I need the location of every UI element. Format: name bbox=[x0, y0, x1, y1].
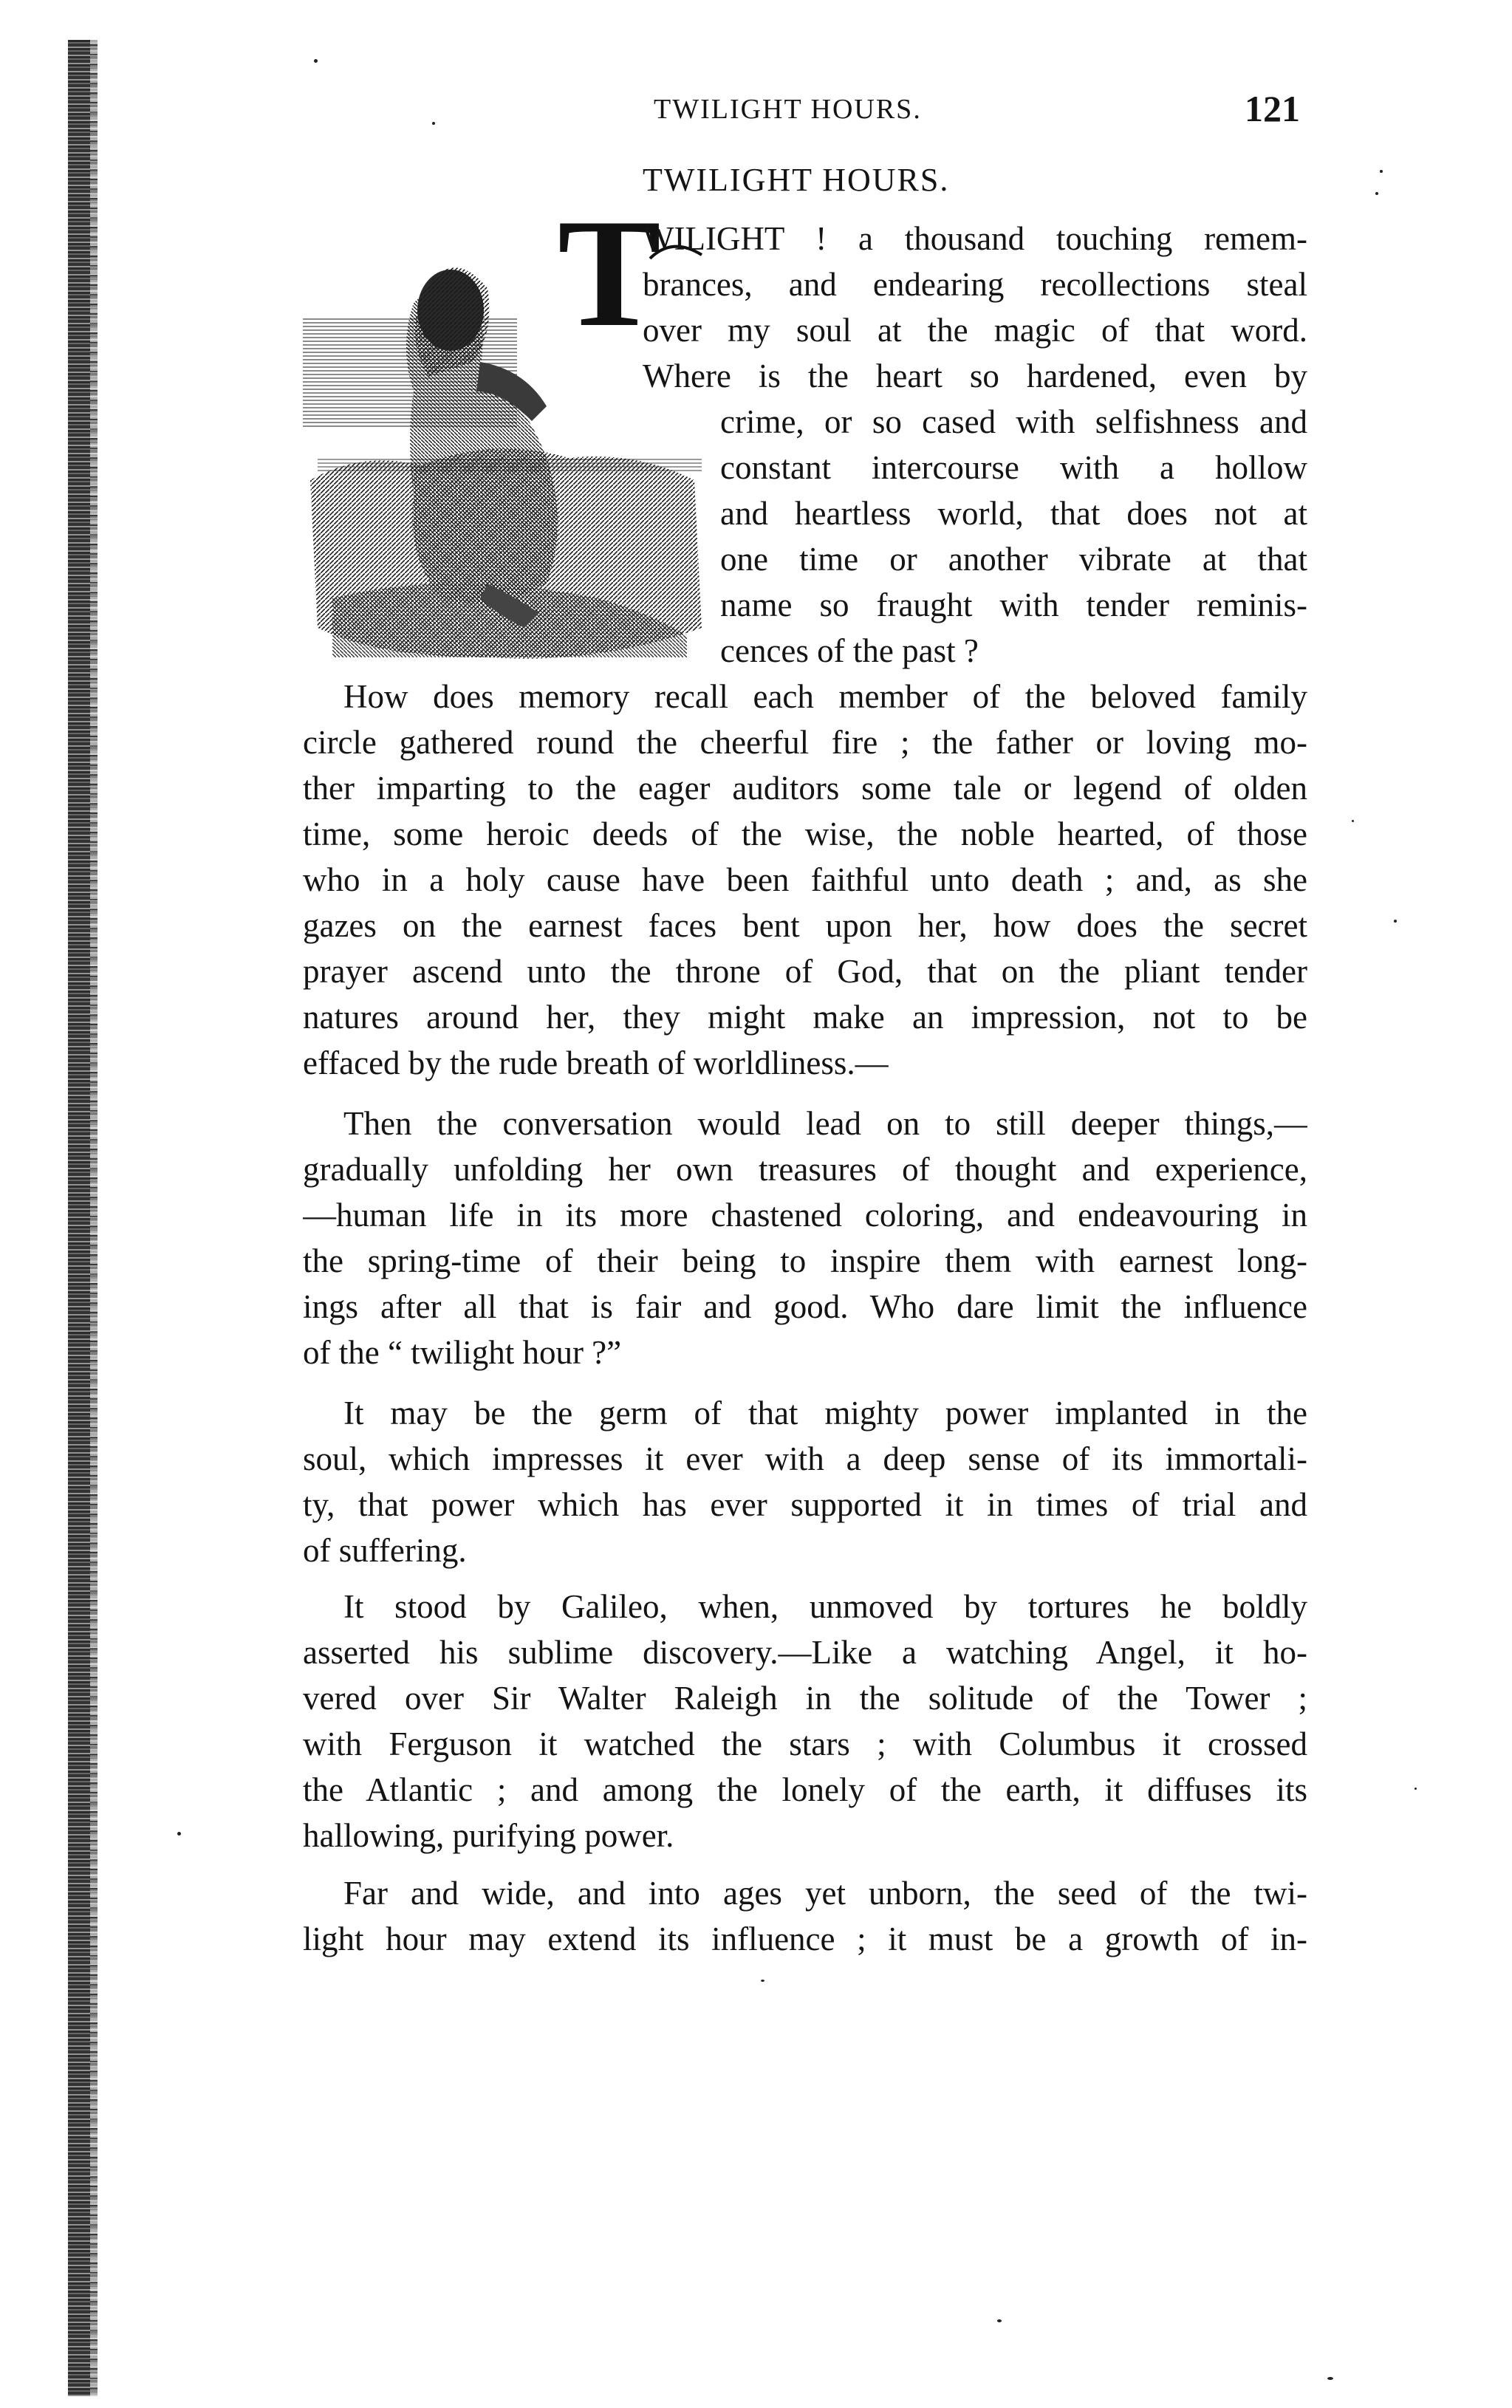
scan-speck bbox=[177, 1832, 181, 1836]
scan-speck bbox=[1394, 920, 1397, 923]
opening-text-upper bbox=[643, 216, 1307, 399]
text-line: who in a holy cause have been faithful unto death ; and, as she bbox=[303, 861, 1307, 898]
text-line: gradually unfolding her own treasures of thought and experience, bbox=[303, 1151, 1307, 1188]
scan-speck bbox=[1414, 1788, 1417, 1790]
scan-speck bbox=[1327, 2377, 1333, 2380]
text-line: hallowing, purifying power. bbox=[303, 1817, 674, 1854]
text-line: brances, and endearing recollections steal bbox=[643, 266, 1307, 303]
text-line: of suffering. bbox=[303, 1532, 467, 1569]
text-line: one time or another vibrate at that bbox=[720, 541, 1307, 578]
text-line: Then the conversation would lead on to still deeper things,— bbox=[343, 1105, 1307, 1142]
text-line: cences of the past ? bbox=[720, 632, 979, 669]
text-line: It may be the germ of that mighty power implanted in the bbox=[343, 1395, 1307, 1432]
text-line: name so fraught with tender reminis- bbox=[720, 586, 1307, 623]
text-line: of the “ twilight hour ?” bbox=[303, 1334, 622, 1371]
text-line: the Atlantic ; and among the lonely of the earth, it diffuses its bbox=[303, 1771, 1307, 1808]
scan-speck bbox=[1375, 192, 1378, 195]
svg-text:T: T bbox=[558, 214, 662, 359]
text-line: time, some heroic deeds of the wise, the noble hearted, of those bbox=[303, 815, 1307, 852]
text-line: crime, or so cased with selfishness and bbox=[720, 403, 1307, 440]
text-line: —human life in its more chastened coloring, and endeavouring in bbox=[303, 1197, 1307, 1234]
text-line: with Ferguson it watched the stars ; with Columbus it crossed bbox=[303, 1725, 1307, 1762]
text-line: circle gathered round the cheerful fire ; the father or loving mo- bbox=[303, 724, 1307, 761]
text-line: gazes on the earnest faces bent upon her, how does the secret bbox=[303, 907, 1307, 944]
text-line: vered over Sir Walter Raleigh in the solitude of the Tower ; bbox=[303, 1680, 1307, 1717]
text-line: soul, which impresses it ever with a deep sense of its immortali- bbox=[303, 1440, 1307, 1477]
page-number: 121 bbox=[1245, 88, 1300, 129]
paragraph bbox=[303, 674, 1307, 1086]
paragraph bbox=[303, 1101, 1307, 1375]
text-line: and heartless world, that does not at bbox=[720, 495, 1307, 532]
running-head-title: TWILIGHT HOURS. bbox=[654, 94, 922, 125]
text-line: ings after all that is fair and good. Who dare limit the influence bbox=[303, 1288, 1307, 1325]
text-line: prayer ascend unto the throne of God, that on the pliant tender bbox=[303, 953, 1307, 990]
scan-speck bbox=[314, 59, 318, 63]
text-line: Where is the heart so hardened, even by bbox=[643, 358, 1307, 394]
text-line: WILIGHT ! a thousand touching remem- bbox=[643, 220, 1307, 257]
paragraph bbox=[303, 1390, 1307, 1573]
text-line: It stood by Galileo, when, unmoved by tortures he boldly bbox=[343, 1588, 1307, 1625]
text-line: constant intercourse with a hollow bbox=[720, 449, 1307, 486]
text-line: Far and wide, and into ages yet unborn, the seed of the twi- bbox=[343, 1875, 1307, 1912]
scan-speck bbox=[1380, 170, 1383, 173]
chapter-title: TWILIGHT HOURS. bbox=[643, 162, 950, 198]
text-line: light hour may extend its influence ; it must be a growth of in- bbox=[303, 1920, 1307, 1957]
scan-speck bbox=[997, 2319, 1002, 2322]
text-line: natures around her, they might make an impression, not to be bbox=[303, 999, 1307, 1036]
text-line: asserted his sublime discovery.—Like a watching Angel, it ho- bbox=[303, 1634, 1307, 1671]
running-head bbox=[310, 87, 1300, 131]
text-line: effaced by the rude breath of worldliness.— bbox=[303, 1044, 889, 1081]
text-line: over my soul at the magic of that word. bbox=[643, 312, 1307, 349]
opening-text-lower bbox=[720, 399, 1307, 674]
text-line: ty, that power which has ever supported it in times of trial and bbox=[303, 1486, 1307, 1523]
text-line: How does memory recall each member of the beloved family bbox=[343, 678, 1307, 715]
scan-speck bbox=[1352, 820, 1354, 822]
paragraph bbox=[303, 1870, 1307, 1962]
text-line: the spring-time of their being to inspire them with earnest long- bbox=[303, 1242, 1307, 1279]
paragraph bbox=[303, 1584, 1307, 1858]
scan-speck bbox=[761, 1980, 764, 1982]
text-line: ther imparting to the eager auditors some tale or legend of olden bbox=[303, 770, 1307, 807]
page-binding-edge bbox=[68, 40, 98, 2396]
